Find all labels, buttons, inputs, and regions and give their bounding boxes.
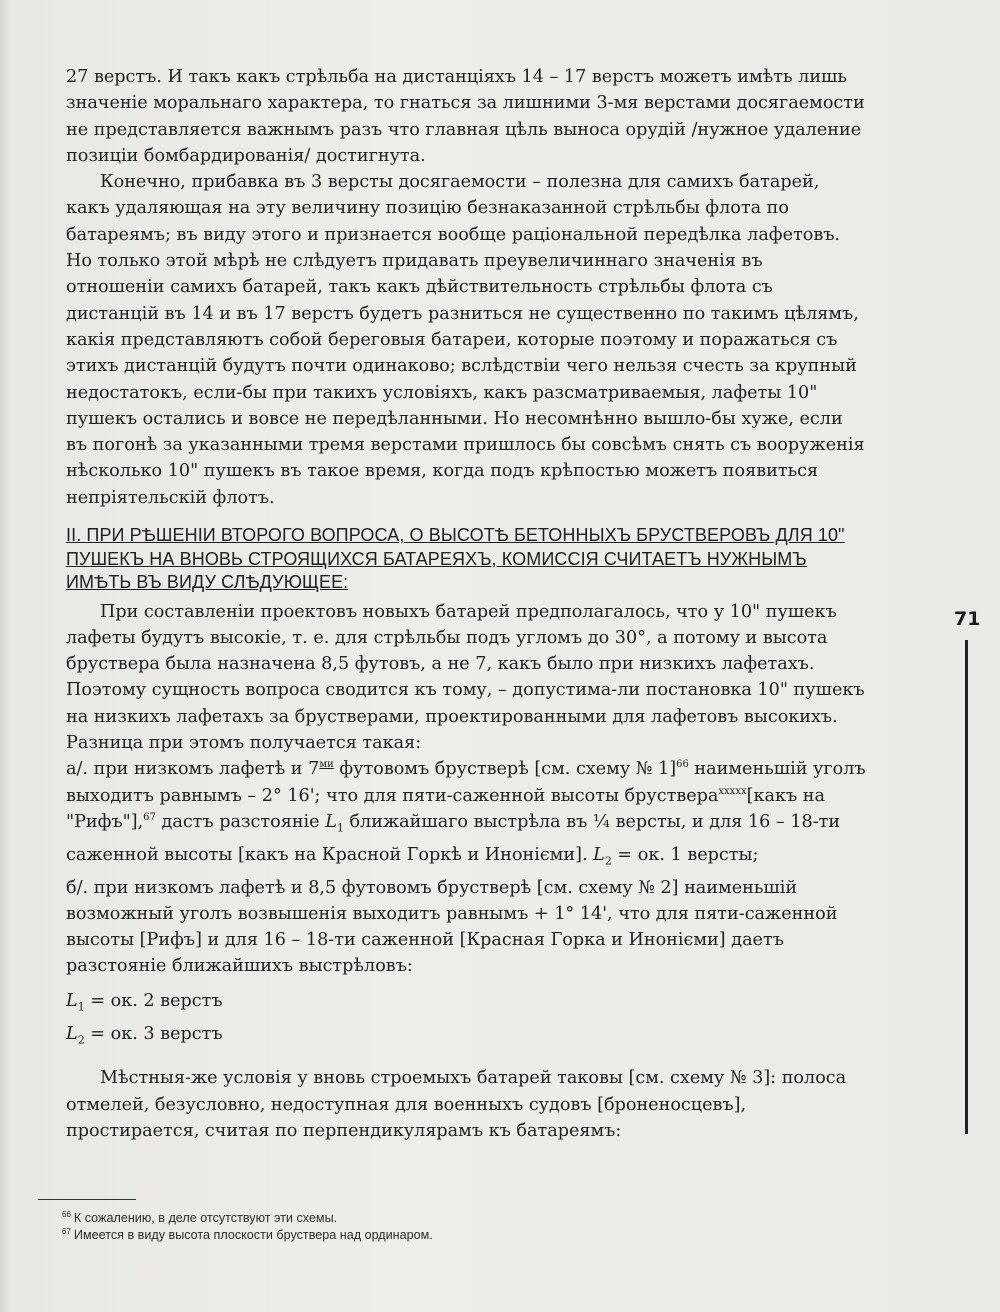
paragraph-1: 27 верстъ. И такъ какъ стрѣльба на дистанціяхъ 14 – 17 верстъ можетъ имѣть лишь значеніе моральнаго характера, то гнаться за лишними 3-мя верстами досягаемости не представляется важнымъ разъ что главная цѣль выноса орудій /нужное удаление позиціи бомбардированія/ достигнута. xyxy=(66,67,865,166)
footnote-66: $^{66}$ К сожалению, в деле отсутствуют эти схемы. xyxy=(62,1209,338,1225)
paragraph-2: Конечно, прибавка въ 3 версты досягаемости – полезна для самихъ батарей, какъ удаляющая на эту величину позицію безнаказанной стрѣльбы флота по батареямъ; въ виду этого и признается вообще раціональной передѣлка лафетовъ. Но только этой мѣрѣ не слѣдуетъ придавать преувеличиннаго значенія въ отношеніи самихъ батарей, такъ какъ дѣйствительность стрѣльбы флота съ дистанцій въ 14 и въ 17 верстъ будетъ разниться не существенно по такимъ цѣлямъ, какія представляютъ собой береговыя батареи, которые поэтому и поражаться съ этихъ дистанцій будутъ почти одинаково; вслѣдствіи чего нельзя счесть за крупный недостатокъ, если-бы при такихъ условіяхъ, какъ разсматриваемыя, лафеты 10" пушекъ остались и вовсе не передѣланными. Но несомнѣнно вышло-бы хуже, если въ погонѣ за указанными тремя верстами пришлось бы совсѣмъ снять съ вооруженія нѣсколько 10" пушекъ въ такое время, когда подъ крѣпостью можетъ появиться непріятельскій флотъ. xyxy=(66,172,865,508)
page-binding-shadow xyxy=(0,0,12,1312)
paragraph-closing: Мѣстныя-же условія у вновь строемыхъ батарей таковы [см. схему № 3]: полоса отмелей, безусловно, недоступная для военныхъ судовъ [броненосцевъ], простирается, считая по перпендикулярамъ къ батареямъ: xyxy=(66,1068,847,1141)
paragraph-3: При составленіи проектовъ новыхъ батарей предполагалось, что у 10" пушекъ лафеты будутъ высокіе, т. е. для стрѣльбы подъ угломъ до 30°, а потому и высота бруствера была назначена 8,5 футовъ, а не 7, какъ было при низкихъ лафетахъ. Поэтому сущность вопроса сводится къ тому, – допустима-ли постановка 10" пушекъ на низкихъ лафетахъ за брустверами, проектированными для лафетовъ высокихъ. Разница при этомъ получается такая: xyxy=(66,601,865,754)
main-text xyxy=(66,64,866,1144)
footnotes xyxy=(62,1210,822,1244)
item-a: а/. при низкомъ лафетѣ и $7^{ми}$ футовомъ брустверѣ [см. схему № 1]$^{66}$ наименьшій уголъ выходитъ равнымъ – 2° 16'; что для пяти-саженной высоты бруствера$^{xxxxx}$[какъ на "Рифъ"],$^{67}$ дастъ разстояніе $L_1$ ближайшаго выстрѣла въ ¼ версты, и для 16 – 18-ти саженной высоты [какъ на Красной Горкѣ и Инонієми]. $L_2$ = ок. 1 версты; xyxy=(66,759,866,868)
section-heading: II. ПРИ РѢШЕНІИ ВТОРОГО ВОПРОСА, О ВЫСОТѢ БЕТОННЫХЪ БРУСТВЕРОВЪ ДЛЯ 10" ПУШЕКЪ НА ВНОВЬ СТРОЯЩИХСЯ БАТАРЕЯХЪ, КОМИССІЯ СЧИТАЕТЪ НУЖНЫМЪ ИМѢТЬ ВЪ ВИДУ СЛѢДУЮЩЕЕ: xyxy=(66,525,845,593)
formula-l2: $L_2$ = ок. 3 верстъ xyxy=(66,1023,223,1047)
page-number: 71 xyxy=(954,608,981,630)
item-b: б/. при низкомъ лафетѣ и 8,5 футовомъ брустверѣ [см. схему № 2] наименьшій возможный уголъ возвышенія выходитъ равнымъ + 1° 14', что для пяти-саженной высоты [Рифъ] и для 16 – 18-ти саженной [Красная Горка и Инонієми] даетъ разстояніе ближайшихъ выстрѣловъ: xyxy=(66,877,838,977)
footnote-67: $^{67}$ Имеется в виду высота плоскости бруствера над ординаром. xyxy=(62,1226,433,1242)
formula-l1: $L_1$ = ок. 2 верстъ xyxy=(66,990,223,1014)
margin-rule xyxy=(965,640,968,1134)
footnote-divider xyxy=(38,1199,136,1200)
footnote-ref-66: 66 xyxy=(676,759,689,771)
footnote-ref-67: 67 xyxy=(143,812,156,824)
